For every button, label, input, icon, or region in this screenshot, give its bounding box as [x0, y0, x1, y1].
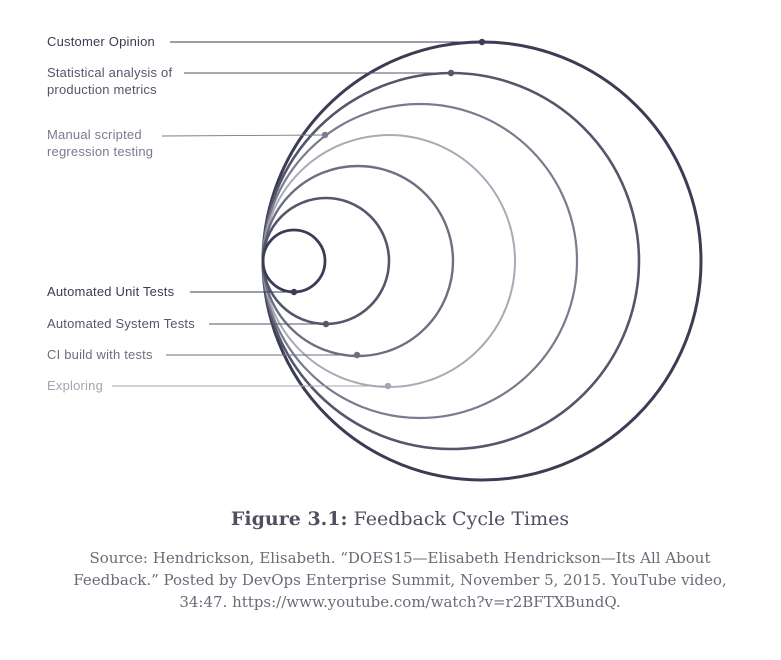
- figure-source: Source: Hendrickson, Elisabeth. “DOES15—Elisabeth Hendrickson—Its All About Feedback.” Posted by DevOps Enterprise Summit, November 5, 2015. YouTube video, 34:47. https://www.youtube.com/watch?v=r2BFTXBundQ.: [73, 549, 727, 611]
- figure-caption: [0, 508, 781, 530]
- leader-dot: [323, 321, 329, 327]
- circle-label: Automated Unit Tests: [47, 284, 175, 299]
- cycle-circle-5: [263, 166, 453, 356]
- cycle-circle-3: [263, 104, 577, 418]
- circle-label: regression testing: [47, 144, 154, 159]
- leader-dots: [291, 39, 485, 389]
- nested-circles: [263, 42, 701, 480]
- figure-number: Figure 3.1:: [230, 508, 348, 530]
- circle-label: Manual scripted: [47, 127, 142, 142]
- figure-title: Feedback Cycle Times: [353, 508, 570, 530]
- circle-labels: [47, 34, 195, 393]
- cycle-circle-7: [263, 230, 325, 292]
- leader-dot: [479, 39, 485, 45]
- circle-label: CI build with tests: [47, 347, 153, 362]
- circle-label: Customer Opinion: [47, 34, 155, 49]
- circle-label: Automated System Tests: [47, 316, 195, 331]
- cycle-circle-1: [263, 42, 701, 480]
- leader-dot: [354, 352, 360, 358]
- cycle-circle-2: [263, 73, 639, 449]
- leader-dot: [322, 132, 328, 138]
- circle-label: Statistical analysis of: [47, 65, 173, 80]
- circle-label: Exploring: [47, 378, 103, 393]
- leader-dot: [385, 383, 391, 389]
- leader-dot: [291, 289, 297, 295]
- leader-dot: [448, 70, 454, 76]
- circle-label: production metrics: [47, 82, 157, 97]
